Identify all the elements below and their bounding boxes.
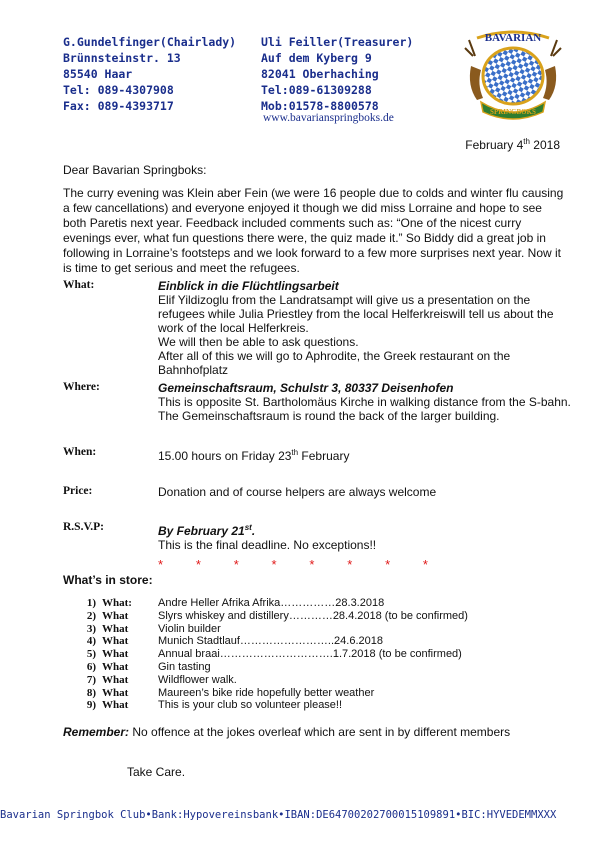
star-icon: * [195,557,201,572]
where-heading: Gemeinschaftsraum, Schulstr 3, 80337 Deisenhofen [158,381,454,395]
when-label: When: [63,446,97,458]
treasurer-name: Uli Feiller(Treasurer) [261,35,414,49]
star-divider [158,557,428,572]
remember-label: Remember: [63,725,130,739]
remember-text: No offence at the jokes overleaf which are sent in by different members [129,725,511,739]
star-icon: * [158,557,164,572]
treasurer-city: 82041 Oberhaching [261,67,379,81]
treasurer-street: Auf dem Kyberg 9 [261,51,372,65]
rsvp-text: This is the final deadline. No exceptions!! [158,538,377,552]
rsvp-deadline: By February 21st. [158,523,256,538]
chairlady-street: Brünnsteinstr. 13 [63,51,181,65]
what-label: What: [63,279,95,291]
star-icon: * [233,557,239,572]
what-line-3: After all of this we will go to Aphrodite, the Greek restaurant on the Bahnhofplatz [158,349,511,377]
price-label: Price: [63,485,93,497]
rsvp-label: R.S.V.P: [63,521,105,533]
chairlady-tel: Tel: 089-4307908 [63,83,174,97]
list-item: 7) What Wildflower walk. [86,673,237,686]
treasurer-mob: Mob:01578-8800578 [261,99,379,113]
chairlady-name: G.Gundelfinger(Chairlady) [63,35,237,49]
intro-paragraph: The curry evening was Klein aber Fein (we were 16 people due to colds and winter flu causing a few cancellations) and everyone enjoyed it though we did miss Lorraine and hope to see both Paretis next year. Feedback included comments such as: “One of the nicest curry evenings ever, what fun questions there were, the quiz made it.” So Biddy did a great job in following in Lorraine’s footsteps and we look forward to a few more surprises next year. Now it is time to get serious and meet the refugees. [63,186,564,275]
remember-note [63,725,510,739]
what-line-2: We will then be able to ask questions. [158,335,359,349]
where-label: Where: [63,381,100,393]
logo-top-text: BAVARIAN [484,32,542,44]
list-item: 6) What Gin tasting [86,660,211,673]
event-list [78,597,558,712]
star-icon: * [271,557,277,572]
closing: Take Care. [127,765,186,779]
letter-date: February 4th 2018 [465,137,560,152]
salutation: Dear Bavarian Springboks: [63,163,207,177]
list-item: 2) What Slyrs whiskey and distillery…………28.4.2018 (to be confirmed) [86,609,468,622]
chairlady-city: 85540 Haar [63,67,133,81]
where-text: This is opposite St. Bartholomäus Kirche in walking distance from the S-bahn. The Gemeinschaftsraum is round the back of the larger building. [158,395,571,423]
list-item: 5) What Annual braai………………………….1.7.2018 (to be confirmed) [86,648,462,661]
list-item: 9) What This is your club so volunteer please!! [86,699,343,712]
star-icon: * [347,557,353,572]
what-heading: Einblick in die Flüchtlingsarbeit [158,279,339,293]
chairlady-fax: Fax: 089-4393717 [63,99,174,113]
when-value: 15.00 hours on Friday 23th February [158,448,350,463]
star-icon: * [422,557,428,572]
list-item: 3) What Violin builder [86,622,221,635]
website-link[interactable]: www.bavarianspringboks.de [263,112,394,124]
treasurer-tel: Tel:089-61309288 [261,83,372,97]
logo-bottom-text: SPRINGBOKS [490,108,536,116]
star-icon: * [385,557,391,572]
club-logo [463,26,563,126]
what-line-1: Elif Yildizoglu from the Landratsampt will give us a presentation on the refugees while Julia Priestley from the local Helferkreiswill tell us about the work of the local Helferkreis. [158,293,554,335]
list-item: 4) What Munich Stadtlauf……………………..24.6.2018 [86,635,383,648]
list-item: 1) What: Andre Heller Afrika Afrika……………28.3.2018 [86,597,385,609]
treasurer-address [261,34,413,114]
price-value: Donation and of course helpers are always welcome [158,485,437,499]
list-item: 8) What Maureen’s bike ride hopefully better weather [86,686,375,699]
bank-details-footer: Bavarian Springbok Club•Bank:Hypovereinsbank•IBAN:DE64700202700015109891•BIC:HYVEDEMMXXX [0,809,557,821]
chairlady-address [63,34,236,114]
star-icon: * [309,557,315,572]
whats-in-store-title: What’s in store: [63,573,153,587]
